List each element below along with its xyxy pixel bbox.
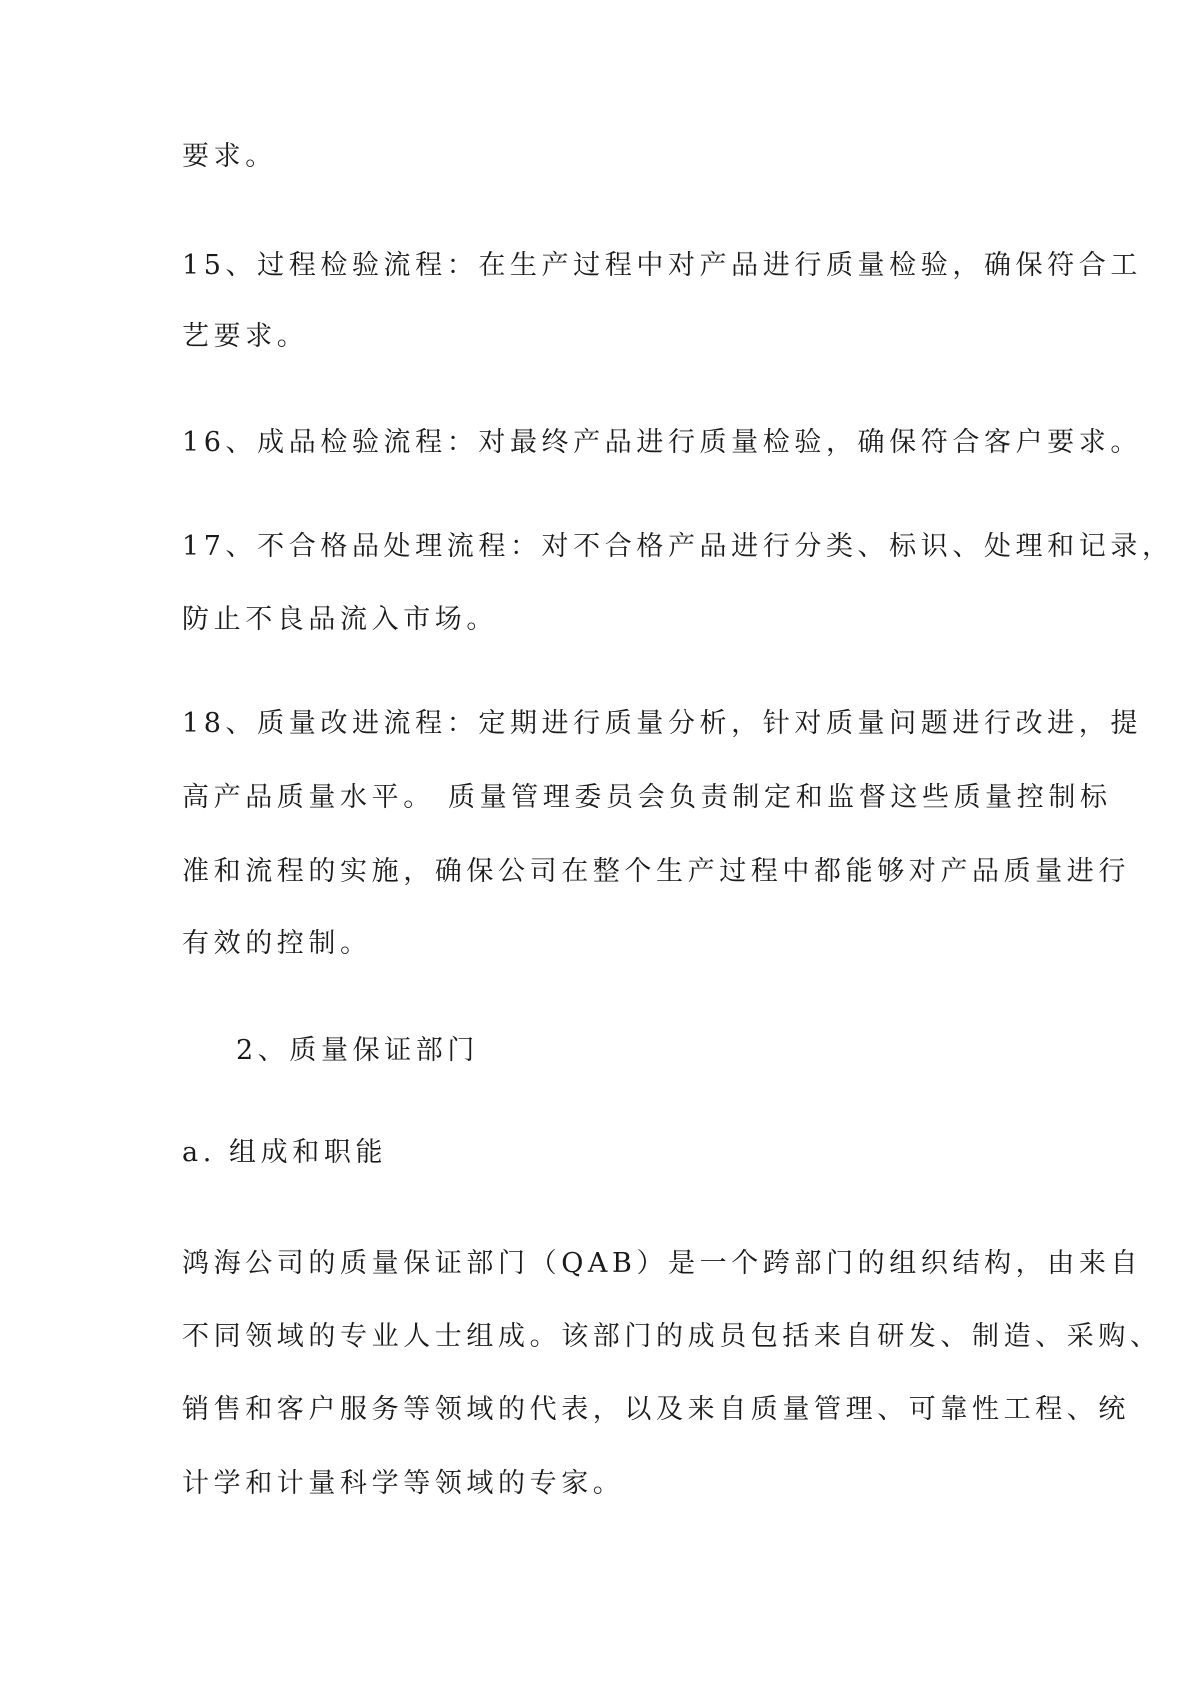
text-line-10: 有效的控制。 — [182, 928, 372, 959]
text-line-3: 艺要求。 — [182, 321, 309, 352]
text-line-8: 高产品质量水平。 质量管理委员会负责制定和监督这些质量控制标 — [182, 782, 1112, 813]
subsection-heading: a. 组成和职能 — [182, 1137, 388, 1168]
text-line-2: 15、过程检验流程：在生产过程中对产品进行质量检验，确保符合工 — [182, 250, 1142, 281]
text-line-5: 17、不合格品处理流程：对不合格产品进行分类、标识、处理和记录， — [182, 531, 1174, 562]
text-line-7: 18、质量改进流程：定期进行质量分析，针对质量问题进行改进，提 — [182, 708, 1142, 739]
text-line-1: 要求。 — [182, 141, 277, 172]
text-line-15: 销售和客户服务等领域的代表，以及来自质量管理、可靠性工程、统 — [182, 1394, 1130, 1425]
text-line-4: 16、成品检验流程：对最终产品进行质量检验，确保符合客户要求。 — [182, 427, 1142, 458]
text-line-9: 准和流程的实施，确保公司在整个生产过程中都能够对产品质量进行 — [182, 856, 1130, 887]
text-line-13: 鸿海公司的质量保证部门（QAB）是一个跨部门的组织结构，由来自 — [182, 1248, 1143, 1279]
text-line-14: 不同领域的专业人士组成。该部门的成员包括来自研发、制造、采购、 — [182, 1321, 1162, 1352]
text-line-6: 防止不良品流入市场。 — [182, 604, 498, 635]
section-heading: 2、质量保证部门 — [236, 1035, 479, 1066]
text-line-16: 计学和计量科学等领域的专家。 — [182, 1468, 625, 1499]
